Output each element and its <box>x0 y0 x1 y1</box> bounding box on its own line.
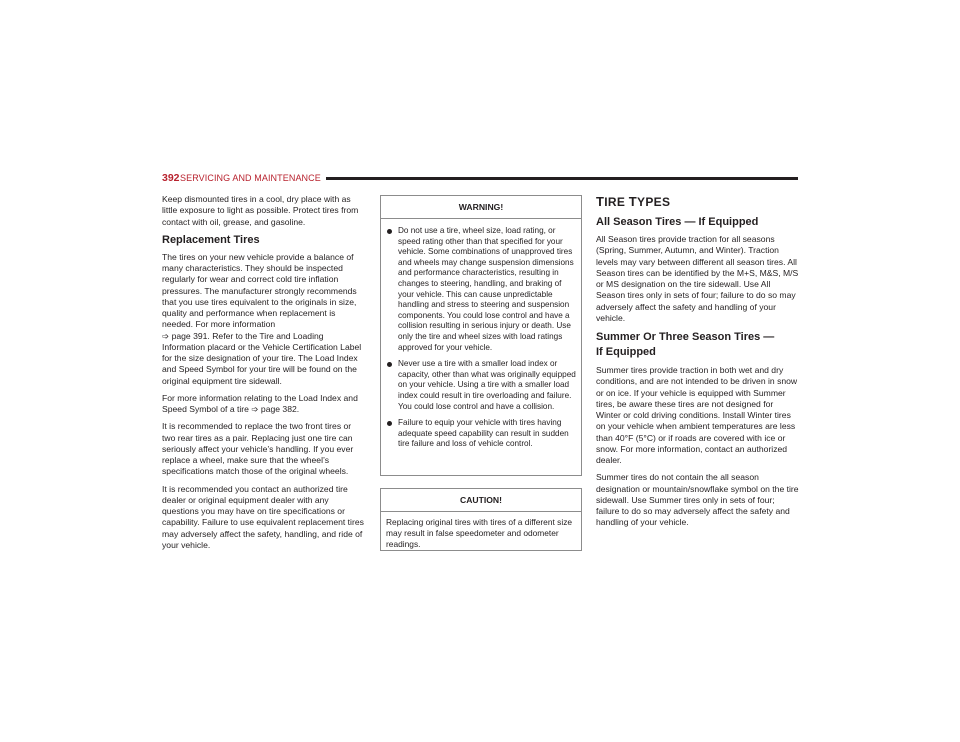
page-reference-link[interactable]: ➩ page 391. <box>162 330 210 341</box>
paragraph-replacement-text: The tires on your new vehicle provide a balance of many characteristics. They should be inspected regularly for wear and correct cold tire inflation pressures. The manufacturer strongly recommends that you use tires equivalent to the originals in size, quality and performance when replacement is needed. For more information <box>162 251 357 330</box>
paragraph-all-season: All Season tires provide traction for all seasons (Spring, Summer, Autumn, and Winter). Traction levels may vary between different all season tires. All Season tires can be identified by the M+S, M&S, M/S or MS designation on the tire sidewall. Use All Season tires only in sets of four; failure to do so may adversely affect the safety and handling of your vehicle. <box>596 234 799 323</box>
paragraph-load-index <box>162 393 366 416</box>
warning-box <box>380 195 582 476</box>
warning-item-text: Do not use a tire, wheel size, load rating, or speed rating other than that specified for your vehicle. Some combinations of unapproved tires and wheels may change suspension dimensions and performance characteristics, resulting in changes to steering, handling, and braking of your vehicle. This can cause unpredictable handling and stress to steering and suspension components. You could lose control and have a collision resulting in serious injury or death. Use only the tire and wheel sizes with load ratings approved for your vehicle. <box>398 226 574 352</box>
heading-cap-2: T <box>628 194 638 209</box>
section-title: SERVICING AND MAINTENANCE <box>180 173 321 183</box>
page-reference-link[interactable]: ➩ page 382. <box>251 404 300 414</box>
heading-tire-types <box>596 194 800 210</box>
warning-title: WARNING! <box>381 196 581 219</box>
paragraph-dealer: It is recommended you contact an authorized tire dealer or original equipment dealer with any questions you may have on tire specifications or capability. Failure to use equivalent replacement tires may adversely affect the safety, handling, and ride of your vehicle. <box>162 483 364 550</box>
page-header <box>162 172 798 184</box>
warning-item <box>386 359 576 412</box>
heading-replacement-tires: Replacement Tires <box>162 233 260 246</box>
caution-text: Replacing original tires with tires of a different size may result in false speedometer and odometer readings. <box>386 517 573 549</box>
heading-cap-1: T <box>596 194 605 209</box>
right-column <box>596 194 800 535</box>
paragraph-load-index-text: For more information relating to the Load Index and Speed Symbol of a tire <box>162 392 358 414</box>
paragraph-pairs: It is recommended to replace the two front tires or two rear tires as a pair. Replacing just one tire can seriously affect your vehicle’s handling. If you ever replace a wheel, make sure that the wheel’s specifications match those of the original wheels. <box>162 421 354 477</box>
warning-item-text: Failure to equip your vehicle with tires having adequate speed capability can result in sudden tire failure and loss of vehicle control. <box>398 418 569 449</box>
warning-item <box>386 226 576 353</box>
paragraph-replacement <box>162 252 366 387</box>
heading-all-season: All Season Tires — If Equipped <box>596 216 759 228</box>
page-number: 392 <box>162 172 180 184</box>
left-column <box>162 194 366 557</box>
heading-summer <box>596 330 800 360</box>
heading-rest-1: IRE <box>604 195 629 209</box>
caution-box <box>380 488 582 551</box>
caution-title: CAUTION! <box>381 489 581 512</box>
paragraph-summer-1: Summer tires provide traction in both wet and dry conditions, and are not intended to be driven in snow or on ice. If your vehicle is equipped with Summer tires, be aware these tires are not designed for Winter or cold driving conditions. Install Winter tires on your vehicle when ambient temperatures are less than 40°F (5°C) or if roads are covered with ice or snow. For more information, contact an authorized dealer. <box>596 365 798 465</box>
paragraph-summer-2: Summer tires do not contain the all season designation or mountain/snowflake symbol on the tire sidewall. Use Summer tires only in sets of four; failure to do so may adversely affect the safety and handling of your vehicle. <box>596 472 799 528</box>
bullet-icon <box>387 362 392 367</box>
warning-item-text: Never use a tire with a smaller load index or capacity, other than what was originally equipped on your vehicle. Using a tire with a smaller load index could result in tire overloading and failure. You could lose control and have a collision. <box>398 359 576 411</box>
header-rule <box>326 177 798 180</box>
paragraph-storage: Keep dismounted tires in a cool, dry place with as little exposure to light as possible. Protect tires from contact with oil, grease, and gasoline. <box>162 194 359 227</box>
bullet-icon <box>387 229 392 234</box>
warning-item <box>386 418 576 450</box>
heading-summer-line-1: Summer Or Three Season Tires — <box>596 331 775 343</box>
heading-rest-2: YPES <box>637 195 671 209</box>
paragraph-replacement-rest: Refer to the Tire and Loading Information placard or the Vehicle Certification Label for the size designation of your tire. The Load Index and Speed Symbol for your tire will be found on the original equipment tire sidewall. <box>162 330 362 386</box>
heading-summer-line-2: If Equipped <box>596 346 656 358</box>
bullet-icon <box>387 421 392 426</box>
warning-list <box>381 219 581 450</box>
